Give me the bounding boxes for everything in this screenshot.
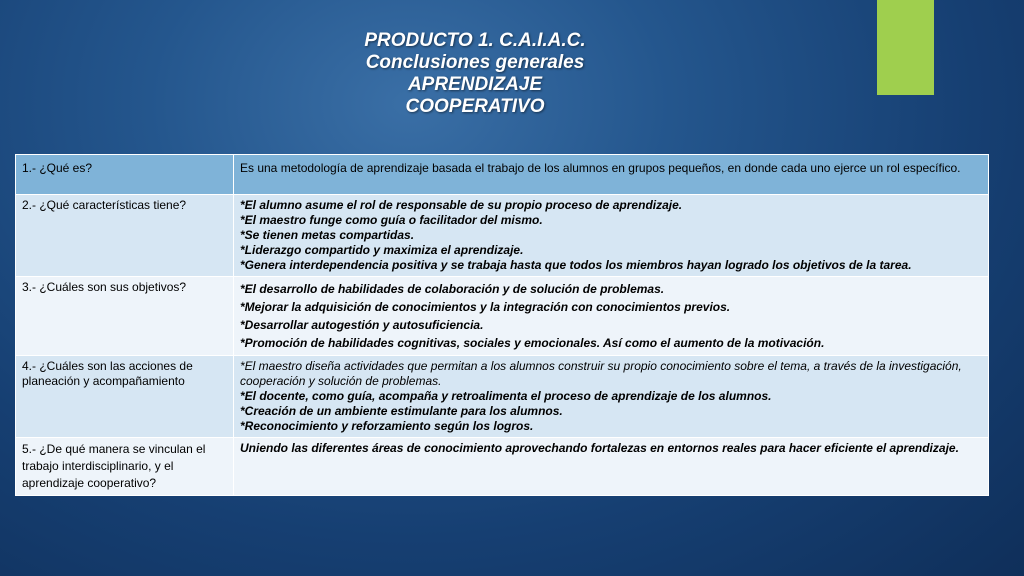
answer-line: Es una metodología de aprendizaje basada el trabajo de los alumnos en grupos pequeños, en donde cada uno ejerce un rol específico. [240,161,961,175]
question-cell: 1.- ¿Qué es? [16,155,234,195]
answer-line: *El alumno asume el rol de responsable de su propio proceso de aprendizaje. [240,198,683,212]
answer-line: *El maestro diseña actividades que permitan a los alumnos construir su propio conocimiento sobre el tema, a través de la investigación, cooperación y solución de problemas. [240,359,962,388]
answer-line: *Creación de un ambiente estimulante para los alumnos. [240,404,563,418]
answer-line: *Liderazgo compartido y maximiza el aprendizaje. [240,243,524,257]
answer-line: *Mejorar la adquisición de conocimientos y la integración con conocimientos previos. [240,300,731,314]
title-line-1: PRODUCTO 1. C.A.I.A.C. [364,30,586,51]
answer-cell [234,277,989,356]
table-row [16,356,989,438]
table-row [16,155,989,195]
slide-title [300,30,650,118]
conclusions-table [15,154,989,496]
question-cell: 4.- ¿Cuáles son las acciones de planeación y acompañamiento [16,356,234,438]
answer-line: *Genera interdependencia positiva y se trabaja hasta que todos los miembros hayan logrado los objetivos de la tarea. [240,258,912,272]
question-cell: 3.- ¿Cuáles son sus objetivos? [16,277,234,356]
question-cell: 5.- ¿De qué manera se vinculan el trabajo interdisciplinario, y el aprendizaje cooperativo? [16,438,234,496]
answer-cell [234,438,989,496]
question-cell: 2.- ¿Qué características tiene? [16,195,234,277]
title-line-2: Conclusiones generales [365,52,585,73]
answer-line: *El desarrollo de habilidades de colaboración y de solución de problemas. [240,282,665,296]
answer-line: Uniendo las diferentes áreas de conocimiento aprovechando fortalezas en entornos reales para hacer eficiente el aprendizaje. [240,441,959,455]
answer-line: *Promoción de habilidades cognitivas, sociales y emocionales. Así como el aumento de la motivación. [240,336,825,350]
title-line-3: APRENDIZAJE [407,74,543,95]
title-line-4: COOPERATIVO [405,96,545,117]
answer-line: *El docente, como guía, acompaña y retroalimenta el proceso de aprendizaje de los alumnos. [240,389,772,403]
accent-bar [877,0,934,95]
table-row [16,277,989,356]
table-row [16,195,989,277]
table-row [16,438,989,496]
answer-line: *Desarrollar autogestión y autosuficiencia. [240,318,484,332]
answer-line: *Se tienen metas compartidas. [240,228,415,242]
answer-cell [234,155,989,195]
answer-cell [234,195,989,277]
answer-line: *El maestro funge como guía o facilitador del mismo. [240,213,543,227]
answer-line: *Reconocimiento y reforzamiento según los logros. [240,419,534,433]
answer-cell [234,356,989,438]
